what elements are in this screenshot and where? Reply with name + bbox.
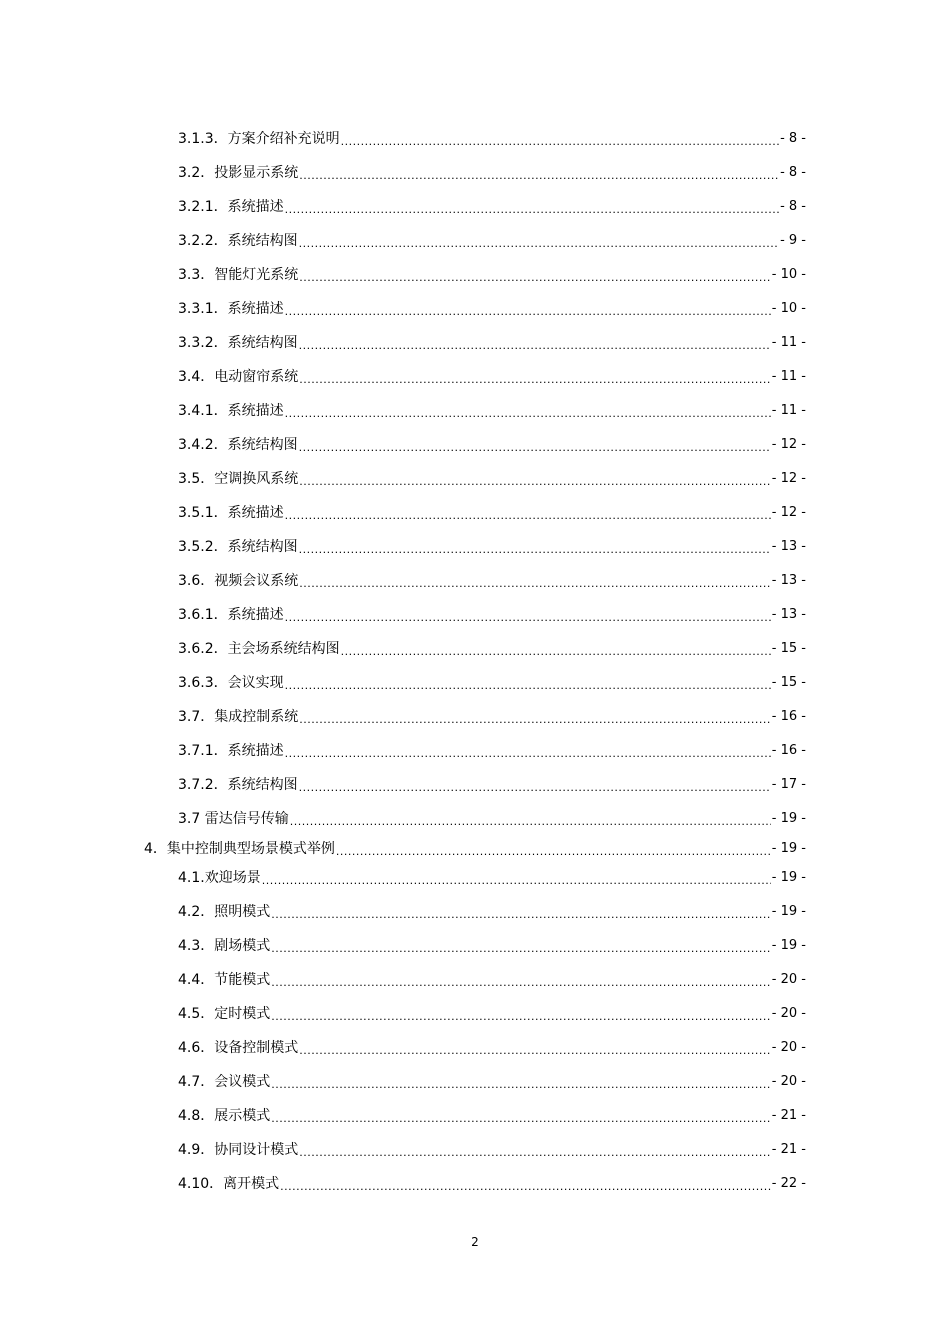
toc-entry-label: 3.7 雷达信号传输 bbox=[178, 811, 289, 827]
toc-entry[interactable] bbox=[178, 122, 806, 156]
toc-entry-label: 4.1.欢迎场景 bbox=[178, 870, 261, 886]
toc-entry[interactable] bbox=[178, 224, 806, 258]
toc-entry-label: 4.8．展示模式 bbox=[178, 1108, 271, 1124]
toc-entry-label: 3.2.1．系统描述 bbox=[178, 199, 284, 215]
toc-entry-label: 4.2．照明模式 bbox=[178, 904, 271, 920]
toc-entry-label: 3.7.2．系统结构图 bbox=[178, 777, 298, 793]
toc-entry-page: - 22 - bbox=[771, 1176, 806, 1191]
toc-dot-leader bbox=[341, 644, 771, 660]
toc-entry[interactable] bbox=[178, 598, 806, 632]
toc-entry-page: - 19 - bbox=[771, 904, 806, 919]
toc-entry[interactable] bbox=[178, 530, 806, 564]
toc-entry[interactable] bbox=[178, 1031, 806, 1065]
toc-entry-page: - 8 - bbox=[780, 199, 806, 214]
toc-dot-leader bbox=[299, 1145, 771, 1161]
toc-dot-leader bbox=[271, 907, 771, 923]
toc-dot-leader bbox=[290, 814, 771, 830]
toc-entry-page: - 8 - bbox=[780, 165, 806, 180]
toc-dot-leader bbox=[285, 508, 771, 524]
toc-entry-label: 3.7.1．系统描述 bbox=[178, 743, 284, 759]
toc-entry-label: 4.6．设备控制模式 bbox=[178, 1040, 299, 1056]
toc-entry-label: 3.3．智能灯光系统 bbox=[178, 267, 299, 283]
toc-entry-label: 3.2.2．系统结构图 bbox=[178, 233, 298, 249]
toc-dot-leader bbox=[299, 712, 771, 728]
toc-entry[interactable] bbox=[178, 997, 806, 1031]
toc-entry-label: 3.4．电动窗帘系统 bbox=[178, 369, 299, 385]
toc-entry-page: - 21 - bbox=[771, 1108, 806, 1123]
toc-entry-page: - 17 - bbox=[771, 777, 806, 792]
toc-dot-leader bbox=[271, 1111, 771, 1127]
toc-entry-label: 4.9．协同设计模式 bbox=[178, 1142, 299, 1158]
toc-entry-label: 3.3.2．系统结构图 bbox=[178, 335, 298, 351]
table-of-contents bbox=[0, 122, 950, 1201]
toc-entry[interactable] bbox=[178, 1133, 806, 1167]
toc-entry-page: - 13 - bbox=[771, 607, 806, 622]
toc-entry-page: - 21 - bbox=[771, 1142, 806, 1157]
toc-entry-page: - 19 - bbox=[771, 870, 806, 885]
toc-dot-leader bbox=[299, 780, 771, 796]
toc-entry[interactable] bbox=[178, 462, 806, 496]
toc-entry[interactable] bbox=[178, 895, 806, 929]
toc-dot-leader bbox=[299, 168, 779, 184]
toc-entry[interactable] bbox=[178, 963, 806, 997]
toc-entry[interactable] bbox=[178, 156, 806, 190]
toc-entry-label: 3.2．投影显示系统 bbox=[178, 165, 299, 181]
toc-entry-page: - 13 - bbox=[771, 573, 806, 588]
toc-entry-label: 3.5.1．系统描述 bbox=[178, 505, 284, 521]
toc-entry[interactable] bbox=[144, 836, 806, 861]
toc-entry[interactable] bbox=[178, 428, 806, 462]
toc-entry[interactable] bbox=[178, 564, 806, 598]
toc-dot-leader bbox=[271, 975, 771, 991]
page-number: 2 bbox=[471, 1235, 479, 1249]
toc-dot-leader bbox=[299, 576, 771, 592]
toc-entry[interactable] bbox=[178, 802, 806, 836]
toc-dot-leader bbox=[285, 610, 771, 626]
toc-entry[interactable] bbox=[178, 861, 806, 895]
toc-entry[interactable] bbox=[178, 292, 806, 326]
toc-entry-page: - 20 - bbox=[771, 1040, 806, 1055]
toc-dot-leader bbox=[271, 941, 771, 957]
toc-entry[interactable] bbox=[178, 1065, 806, 1099]
toc-dot-leader bbox=[285, 202, 779, 218]
toc-entry-page: - 10 - bbox=[771, 301, 806, 316]
toc-entry-page: - 12 - bbox=[771, 505, 806, 520]
toc-entry-page: - 20 - bbox=[771, 972, 806, 987]
toc-entry[interactable] bbox=[178, 734, 806, 768]
toc-entry-page: - 20 - bbox=[771, 1006, 806, 1021]
toc-entry[interactable] bbox=[178, 1167, 806, 1201]
toc-entry-page: - 12 - bbox=[771, 471, 806, 486]
toc-entry-label: 4.7．会议模式 bbox=[178, 1074, 271, 1090]
toc-dot-leader bbox=[299, 440, 771, 456]
toc-entry[interactable] bbox=[178, 326, 806, 360]
toc-entry[interactable] bbox=[178, 496, 806, 530]
toc-entry[interactable] bbox=[178, 258, 806, 292]
toc-dot-leader bbox=[299, 474, 771, 490]
toc-entry-page: - 19 - bbox=[771, 811, 806, 826]
toc-entry-label: 3.6.1．系统描述 bbox=[178, 607, 284, 623]
toc-dot-leader bbox=[299, 1043, 771, 1059]
toc-entry-page: - 9 - bbox=[780, 233, 806, 248]
toc-entry-page: - 15 - bbox=[771, 641, 806, 656]
toc-entry[interactable] bbox=[178, 190, 806, 224]
toc-entry-label: 3.1.3．方案介绍补充说明 bbox=[178, 131, 340, 147]
toc-entry[interactable] bbox=[178, 632, 806, 666]
toc-entry-label: 3.6．视频会议系统 bbox=[178, 573, 299, 589]
toc-entry-page: - 12 - bbox=[771, 437, 806, 452]
toc-dot-leader bbox=[299, 542, 771, 558]
toc-entry-label: 3.7．集成控制系统 bbox=[178, 709, 299, 725]
toc-entry-label: 3.4.1．系统描述 bbox=[178, 403, 284, 419]
toc-dot-leader bbox=[299, 270, 771, 286]
toc-entry-label: 3.5．空调换风系统 bbox=[178, 471, 299, 487]
toc-entry-page: - 20 - bbox=[771, 1074, 806, 1089]
toc-entry-page: - 11 - bbox=[771, 403, 806, 418]
toc-entry[interactable] bbox=[178, 1099, 806, 1133]
toc-entry-label: 4.3．剧场模式 bbox=[178, 938, 271, 954]
toc-entry-page: - 8 - bbox=[780, 131, 806, 146]
toc-dot-leader bbox=[299, 372, 771, 388]
toc-entry-label: 3.3.1．系统描述 bbox=[178, 301, 284, 317]
toc-entry-page: - 11 - bbox=[771, 335, 806, 350]
toc-dot-leader bbox=[299, 236, 779, 252]
toc-entry-label: 3.6.3．会议实现 bbox=[178, 675, 284, 691]
toc-entry-page: - 16 - bbox=[771, 743, 806, 758]
toc-entry[interactable] bbox=[178, 394, 806, 428]
toc-entry-page: - 15 - bbox=[771, 675, 806, 690]
toc-entry-page: - 10 - bbox=[771, 267, 806, 282]
toc-dot-leader bbox=[299, 338, 771, 354]
toc-entry-label: 3.6.2．主会场系统结构图 bbox=[178, 641, 340, 657]
toc-entry[interactable] bbox=[178, 360, 806, 394]
toc-dot-leader bbox=[285, 304, 771, 320]
toc-entry-page: - 19 - bbox=[771, 840, 806, 856]
toc-dot-leader bbox=[280, 1179, 771, 1195]
toc-dot-leader bbox=[271, 1009, 771, 1025]
toc-entry-label: 3.4.2．系统结构图 bbox=[178, 437, 298, 453]
toc-dot-leader bbox=[285, 678, 771, 694]
toc-entry[interactable] bbox=[178, 700, 806, 734]
toc-entry-page: - 13 - bbox=[771, 539, 806, 554]
toc-dot-leader bbox=[271, 1077, 771, 1093]
toc-entry-label: 3.5.2．系统结构图 bbox=[178, 539, 298, 555]
toc-dot-leader bbox=[341, 134, 779, 150]
toc-entry-label: 4．集中控制典型场景模式举例 bbox=[144, 840, 335, 857]
toc-entry-label: 4.5．定时模式 bbox=[178, 1006, 271, 1022]
toc-entry-page: - 11 - bbox=[771, 369, 806, 384]
toc-entry-label: 4.4．节能模式 bbox=[178, 972, 271, 988]
toc-entry[interactable] bbox=[178, 768, 806, 802]
toc-entry[interactable] bbox=[178, 666, 806, 700]
toc-dot-leader bbox=[285, 746, 771, 762]
toc-dot-leader bbox=[285, 406, 771, 422]
toc-entry-page: - 19 - bbox=[771, 938, 806, 953]
toc-entry[interactable] bbox=[178, 929, 806, 963]
toc-entry-label: 4.10．离开模式 bbox=[178, 1176, 280, 1192]
toc-entry-page: - 16 - bbox=[771, 709, 806, 724]
toc-dot-leader bbox=[336, 844, 771, 860]
toc-dot-leader bbox=[262, 873, 771, 889]
